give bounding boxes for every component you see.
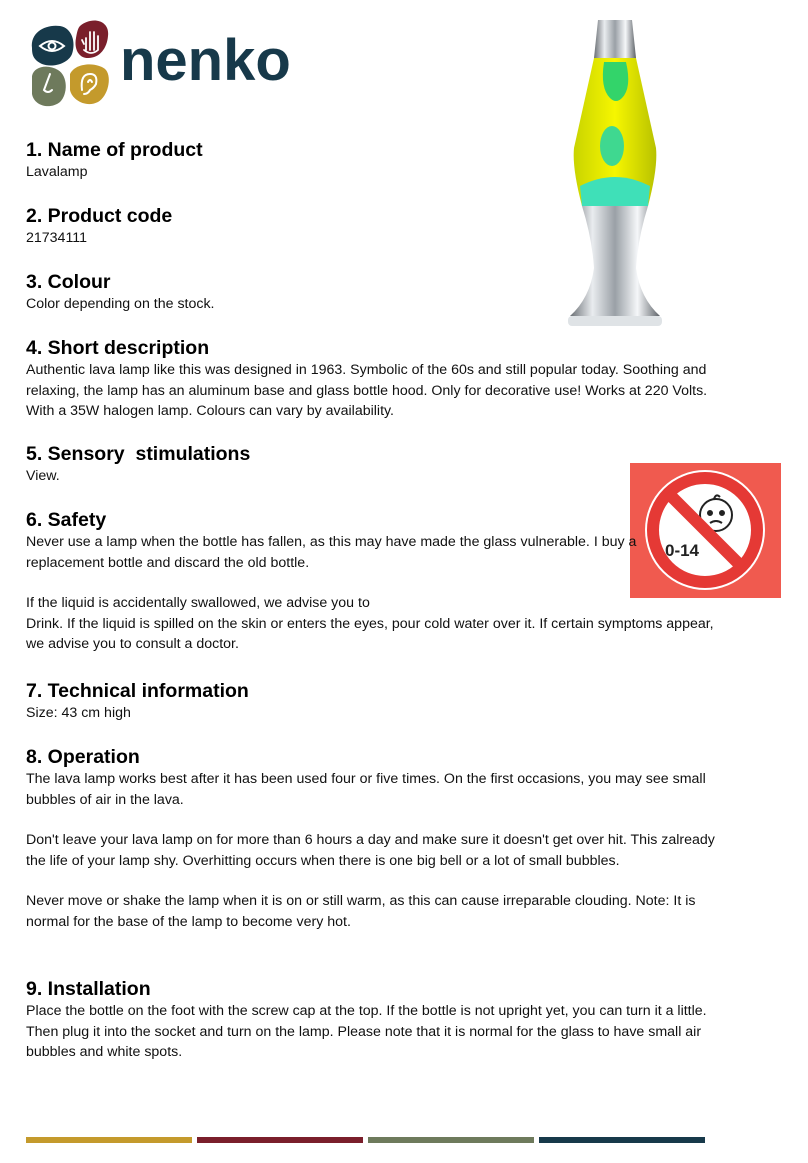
section-colour	[26, 270, 716, 315]
section-operation	[26, 745, 716, 932]
section-text: 21734111	[26, 230, 88, 246]
section-heading: 3. Colour	[26, 271, 111, 293]
section-text: Authentic lava lamp like this was designed in 1963. Symbolic of the 60s and still popular today. Soothing and relaxing, the lamp has an aluminum base and glass bottle hood. Only for decorative use! Works at 220 Volts. With a 35W halogen lamp. Colours can vary by availability.	[26, 362, 708, 419]
section-text: Place the bottle on the foot with the screw cap at the top. If the bottle is not upright yet, you can turn it a little. Then plug it into the socket and turn on the lamp. Please note that it is normal for the glass to have small air bubbles and white spots.	[26, 1003, 707, 1060]
eye-petal	[32, 26, 74, 66]
footer-bar-maroon	[197, 1137, 363, 1143]
section-text: The lava lamp works best after it has been used four or five times. On the first occasions, you may see small bubbles of air in the lava.	[26, 771, 706, 808]
section-heading: 5. Sensory stimulations	[26, 443, 251, 465]
footer-bar-navy	[539, 1137, 705, 1143]
section-heading: 8. Operation	[26, 746, 140, 768]
section-product-code	[26, 204, 716, 249]
nose-petal	[32, 67, 66, 107]
footer-bar-sage	[368, 1137, 534, 1143]
ear-petal	[70, 64, 109, 104]
lamp-cap	[594, 20, 636, 58]
section-text: Size: 43 cm high	[26, 705, 131, 721]
section-technical-information	[26, 679, 716, 724]
section-text: Color depending on the stock.	[26, 296, 215, 312]
footer-bar-mustard	[26, 1137, 192, 1143]
section-sensory-stimulations	[26, 442, 716, 487]
section-short-description	[26, 336, 716, 422]
section-safety	[26, 508, 716, 655]
section-name-of-product	[26, 138, 716, 183]
brand-wordmark: nenko	[120, 28, 291, 93]
section-text: Lavalamp	[26, 164, 88, 180]
age-label: 0-14	[664, 541, 700, 560]
section-text: Don't leave your lava lamp on for more than 6 hours a day and make sure it doesn't get over hit. This zalready the life of your lamp shy. Overhitting occurs when there is one big bell or a lot of small bubbles.	[26, 832, 715, 869]
section-heading: 6. Safety	[26, 509, 107, 531]
section-text: View.	[26, 468, 60, 484]
nenko-logo	[28, 18, 348, 110]
section-heading: 7. Technical information	[26, 680, 249, 702]
section-heading: 2. Product code	[26, 205, 173, 227]
section-heading: 1. Name of product	[26, 139, 203, 161]
section-text: Never use a lamp when the bottle has fallen, as this may have made the glass vulnerable. I buy a replacement bottle and discard the old bottle.	[26, 534, 637, 571]
section-heading: 9. Installation	[26, 978, 151, 1000]
section-text: Never move or shake the lamp when it is on or still warm, as this can cause irreparable clouding. Note: It is normal for the base of the lamp to become very hot.	[26, 893, 696, 930]
section-text: If the liquid is accidentally swallowed, we advise you to Drink. If the liquid is spilled on the skin or enters the eyes, pour cold water over it. If certain symptoms appear, we advise you to consult a doctor.	[26, 595, 714, 652]
section-heading: 4. Short description	[26, 337, 210, 359]
section-installation	[26, 977, 716, 1063]
lamp-foot	[568, 316, 662, 326]
